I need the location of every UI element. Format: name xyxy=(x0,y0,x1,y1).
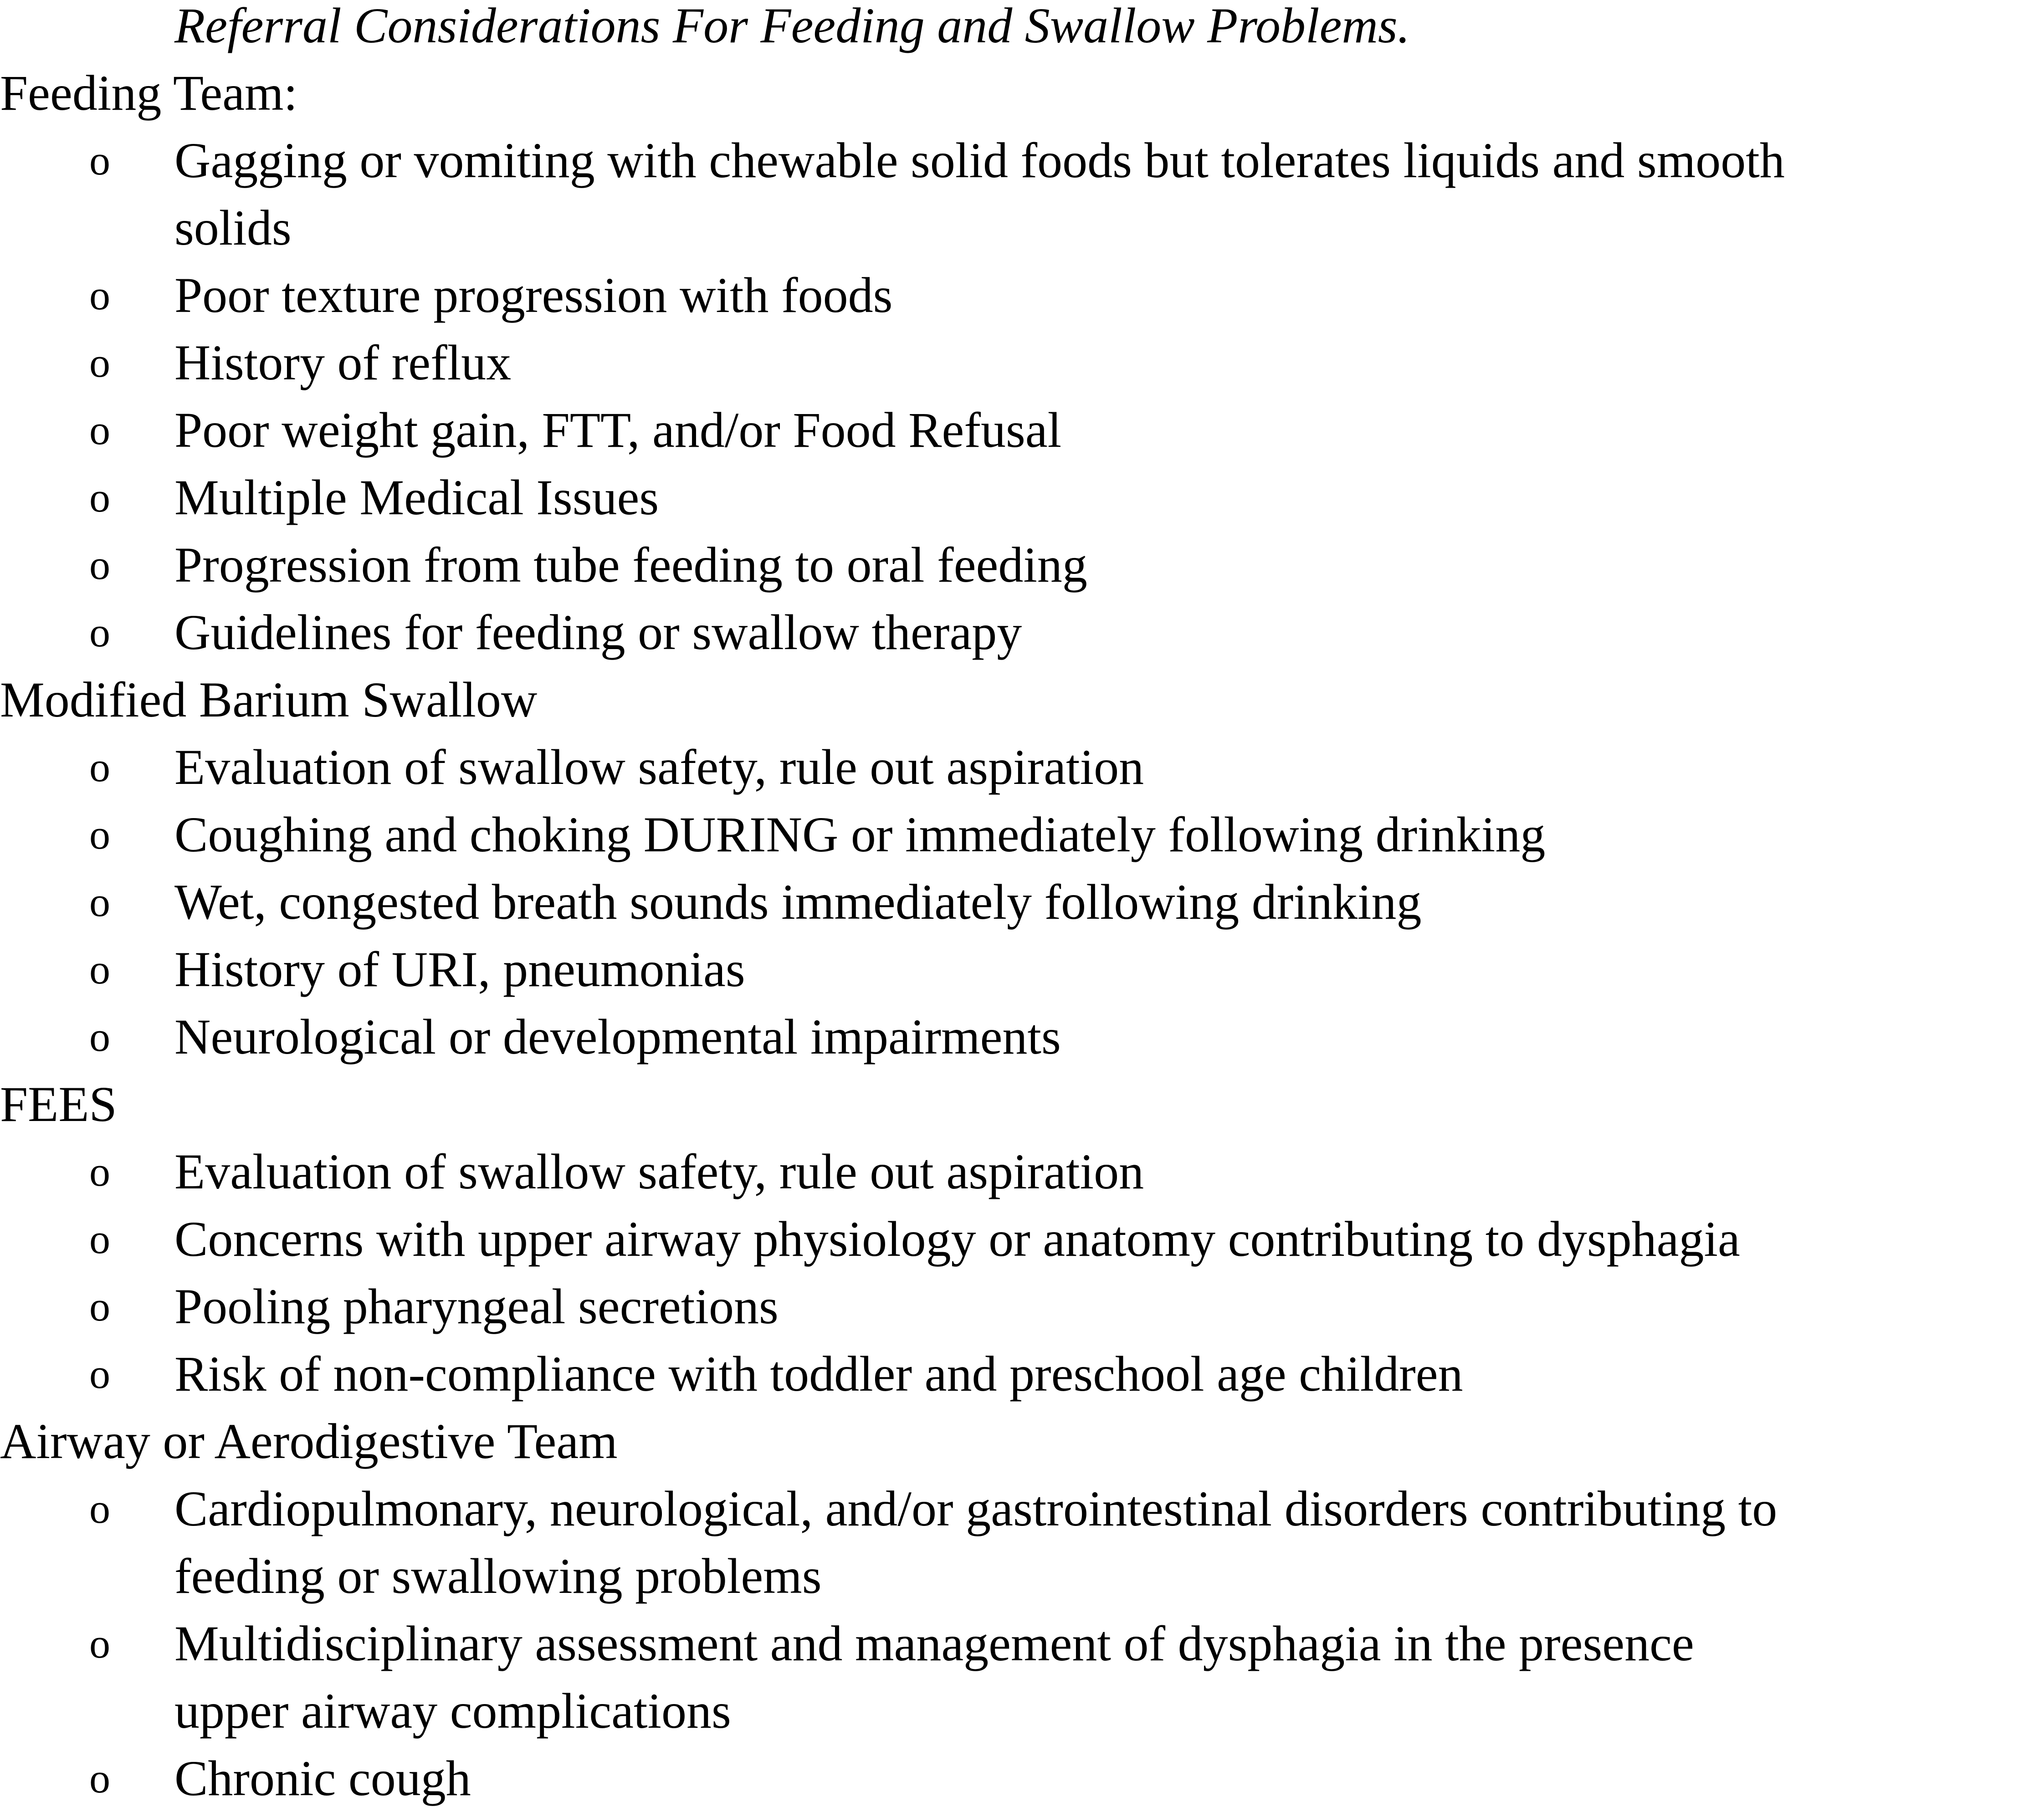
section-heading-line xyxy=(0,1070,2044,1138)
bullet-icon: o xyxy=(89,744,110,790)
list-item-text: Evaluation of swallow safety, rule out aspiration xyxy=(174,739,1144,795)
section-heading: Feeding Team: xyxy=(0,65,298,121)
list-item-text: Chronic cough xyxy=(174,1751,471,1806)
list-item-text: Poor weight gain, FTT, and/or Food Refusal xyxy=(174,402,1062,458)
list-item xyxy=(0,464,2044,531)
list-item-text: Risk of non-compliance with toddler and preschool age children xyxy=(174,1346,1463,1402)
bullet-icon: o xyxy=(89,272,110,318)
list-item xyxy=(0,1745,2044,1812)
list-item-continuation xyxy=(0,1542,2044,1610)
list-item-text: Concerns with upper airway physiology or anatomy contributing to dysphagia xyxy=(174,1211,1740,1267)
list-item xyxy=(0,329,2044,396)
bullet-icon: o xyxy=(89,1351,110,1397)
list-item xyxy=(0,1205,2044,1273)
list-item-text: Neurological or developmental impairments xyxy=(174,1009,1061,1065)
section-heading: FEES xyxy=(0,1076,117,1132)
bullet-icon: o xyxy=(89,1485,110,1532)
bullet-icon: o xyxy=(89,1620,110,1667)
list-item-text: feeding or swallowing problems xyxy=(174,1548,822,1604)
bullet-icon: o xyxy=(89,407,110,453)
list-item-text: Guidelines for feeding or swallow therapy xyxy=(174,604,1022,660)
section-heading-line xyxy=(0,666,2044,733)
list-item-text: Wet, congested breath sounds immediately following drinking xyxy=(174,874,1422,930)
list-item xyxy=(0,261,2044,329)
bullet-icon: o xyxy=(89,1283,110,1330)
list-item xyxy=(0,868,2044,936)
list-item-text: Cardiopulmonary, neurological, and/or gastrointestinal disorders contributing to xyxy=(174,1481,1778,1536)
title-line xyxy=(0,0,2044,59)
bullet-icon: o xyxy=(89,339,110,386)
list-item xyxy=(0,1610,2044,1677)
bullet-icon: o xyxy=(89,1013,110,1060)
list-item-text: upper airway complications xyxy=(174,1683,731,1739)
bullet-icon: o xyxy=(89,609,110,655)
list-item-text: Gagging or vomiting with chewable solid foods but tolerates liquids and smooth xyxy=(174,133,1785,188)
list-item-text: Multiple Medical Issues xyxy=(174,470,659,525)
section-heading: Airway or Aerodigestive Team xyxy=(0,1413,618,1469)
list-item-text: Poor texture progression with foods xyxy=(174,267,893,323)
list-item xyxy=(0,531,2044,599)
list-item xyxy=(0,1003,2044,1070)
list-item-text: Pooling pharyngeal secretions xyxy=(174,1279,779,1334)
list-item-continuation xyxy=(0,194,2044,261)
list-item xyxy=(0,127,2044,194)
list-item xyxy=(0,1475,2044,1542)
list-item-text: History of reflux xyxy=(174,335,512,390)
list-item-text: Evaluation of swallow safety, rule out aspiration xyxy=(174,1144,1144,1199)
list-item-text: Multidisciplinary assessment and management of dysphagia in the presence xyxy=(174,1616,1694,1671)
list-item xyxy=(0,599,2044,666)
bullet-icon: o xyxy=(89,137,110,184)
list-item-text: Progression from tube feeding to oral feeding xyxy=(174,537,1087,593)
list-item xyxy=(0,801,2044,868)
list-item xyxy=(0,1138,2044,1205)
list-item-text: solids xyxy=(174,200,292,256)
section-heading-line xyxy=(0,1408,2044,1475)
list-item-text: Coughing and choking DURING or immediately following drinking xyxy=(174,807,1546,862)
bullet-icon: o xyxy=(89,811,110,858)
list-item xyxy=(0,396,2044,464)
list-item xyxy=(0,936,2044,1003)
bullet-icon: o xyxy=(89,474,110,521)
section-heading-line xyxy=(0,59,2044,127)
document-title: Referral Considerations For Feeding and Swallow Problems. xyxy=(174,0,1410,53)
bullet-icon: o xyxy=(89,542,110,588)
list-item xyxy=(0,1273,2044,1340)
bullet-icon: o xyxy=(89,946,110,993)
bullet-icon: o xyxy=(89,1216,110,1262)
list-item xyxy=(0,1340,2044,1408)
section-heading: Modified Barium Swallow xyxy=(0,672,538,727)
bullet-icon: o xyxy=(89,879,110,925)
list-item-continuation xyxy=(0,1677,2044,1745)
bullet-icon: o xyxy=(89,1755,110,1802)
list-item-text: History of URI, pneumonias xyxy=(174,942,745,997)
list-item xyxy=(0,733,2044,801)
bullet-icon: o xyxy=(89,1148,110,1195)
